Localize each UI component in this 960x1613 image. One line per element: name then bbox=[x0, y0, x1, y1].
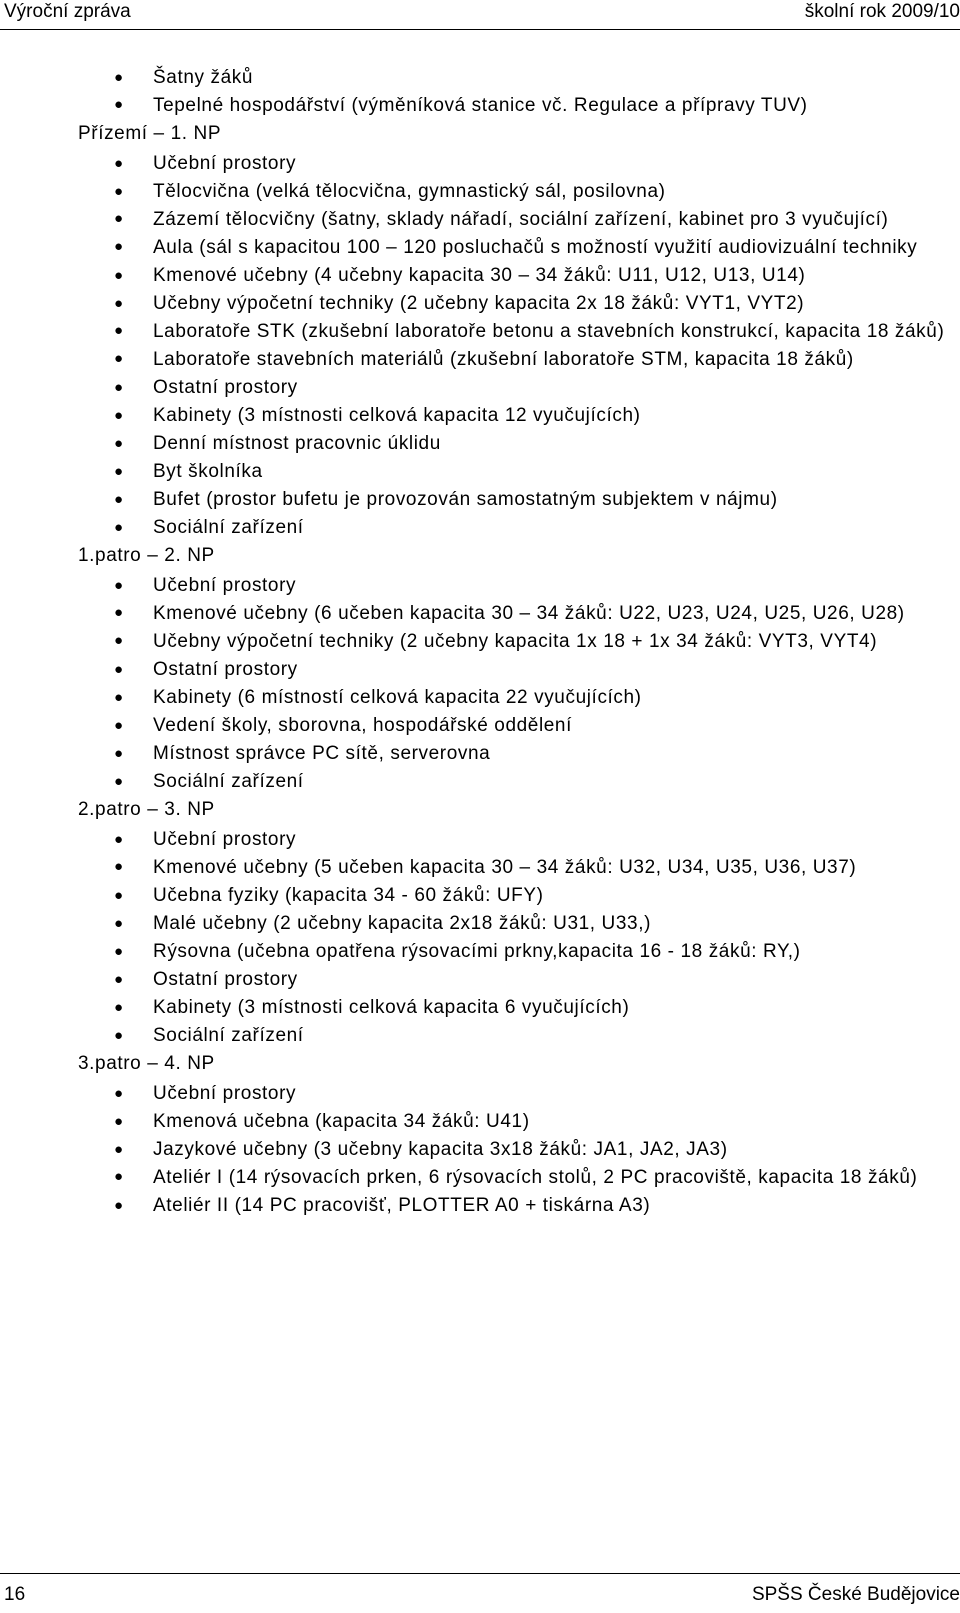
list-item bbox=[78, 712, 950, 740]
list-item-text: Laboratoře STK (zkušební laboratoře betonu a stavebních konstrukcí, kapacita 18 žáků) bbox=[153, 321, 945, 342]
list-item bbox=[78, 740, 950, 768]
list-item bbox=[78, 1022, 950, 1050]
list-item bbox=[78, 206, 950, 234]
list-item bbox=[78, 374, 950, 402]
list-item-text: Sociální zařízení bbox=[153, 517, 304, 538]
list-item bbox=[78, 150, 950, 178]
page-number: 16 bbox=[4, 1584, 26, 1605]
bullet-icon: ● bbox=[114, 999, 124, 1016]
list-item-text: Vedení školy, sborovna, hospodářské oddělení bbox=[153, 715, 572, 736]
list-item-text: Učebna fyziky (kapacita 34 - 60 žáků: UFY) bbox=[153, 885, 544, 906]
list-item bbox=[78, 290, 950, 318]
bullet-icon: ● bbox=[114, 519, 124, 536]
list-item bbox=[78, 1080, 950, 1108]
bullet-icon: ● bbox=[114, 238, 124, 255]
bullet-icon: ● bbox=[114, 773, 124, 790]
list-item-text: Byt školníka bbox=[153, 461, 263, 482]
list-item-text: Sociální zařízení bbox=[153, 771, 304, 792]
list-item bbox=[78, 966, 950, 994]
list-item-text: Aula (sál s kapacitou 100 – 120 posluchačů s možností využití audiovizuální techniky bbox=[153, 237, 918, 258]
list-item-text: Sociální zařízení bbox=[153, 1025, 304, 1046]
list-item-text: Zázemí tělocvičny (šatny, sklady nářadí, sociální zařízení, kabinet pro 3 vyučující) bbox=[153, 209, 889, 230]
list-item-text: Kmenové učebny (4 učebny kapacita 30 – 34 žáků: U11, U12, U13, U14) bbox=[153, 265, 806, 286]
list-item bbox=[78, 234, 950, 262]
list-item bbox=[78, 600, 950, 628]
bullet-icon: ● bbox=[114, 604, 124, 621]
list-item-text: Učebny výpočetní techniky (2 učebny kapacita 2x 18 žáků: VYT1, VYT2) bbox=[153, 293, 805, 314]
list-item-text: Místnost správce PC sítě, serverovna bbox=[153, 743, 491, 764]
room-list bbox=[78, 150, 950, 542]
room-list bbox=[78, 826, 950, 1050]
list-item-text: Učební prostory bbox=[153, 153, 297, 174]
list-item-text: Ateliér II (14 PC pracovišť, PLOTTER A0 + tiskárna A3) bbox=[153, 1195, 651, 1216]
bullet-icon: ● bbox=[114, 1113, 124, 1130]
bullet-icon: ● bbox=[114, 491, 124, 508]
room-list bbox=[78, 64, 950, 120]
list-item-text: Ateliér I (14 rýsovacích prken, 6 rýsovacích stolů, 2 PC pracoviště, kapacita 18 žáků) bbox=[153, 1167, 918, 1188]
list-item-text: Ostatní prostory bbox=[153, 377, 298, 398]
list-item-text: Tělocvična (velká tělocvična, gymnastický sál, posilovna) bbox=[153, 181, 666, 202]
list-item-text: Laboratoře stavebních materiálů (zkušební laboratoře STM, kapacita 18 žáků) bbox=[153, 349, 854, 370]
bullet-icon: ● bbox=[114, 915, 124, 932]
bullet-icon: ● bbox=[114, 717, 124, 734]
list-item bbox=[78, 1164, 950, 1192]
list-item bbox=[78, 910, 950, 938]
list-item-text: Kmenová učebna (kapacita 34 žáků: U41) bbox=[153, 1111, 530, 1132]
list-item-text: Kabinety (6 místností celková kapacita 22 vyučujících) bbox=[153, 687, 642, 708]
page-header bbox=[0, 0, 960, 30]
bullet-icon: ● bbox=[114, 463, 124, 480]
bullet-icon: ● bbox=[114, 632, 124, 649]
list-item-text: Učební prostory bbox=[153, 829, 297, 850]
list-item bbox=[78, 64, 950, 92]
list-item bbox=[78, 318, 950, 346]
list-item-text: Kmenové učebny (5 učeben kapacita 30 – 34 žáků: U32, U34, U35, U36, U37) bbox=[153, 857, 857, 878]
list-item bbox=[78, 628, 950, 656]
list-item-text: Kmenové učebny (6 učeben kapacita 30 – 34 žáků: U22, U23, U24, U25, U26, U28) bbox=[153, 603, 905, 624]
bullet-icon: ● bbox=[114, 689, 124, 706]
list-item bbox=[78, 514, 950, 542]
bullet-icon: ● bbox=[114, 379, 124, 396]
list-item bbox=[78, 1136, 950, 1164]
bullet-icon: ● bbox=[114, 155, 124, 172]
bullet-icon: ● bbox=[114, 943, 124, 960]
page-footer bbox=[0, 1573, 960, 1613]
bullet-icon: ● bbox=[114, 577, 124, 594]
floor-heading: 2.patro – 3. NP bbox=[78, 799, 215, 820]
bullet-icon: ● bbox=[114, 69, 124, 86]
bullet-icon: ● bbox=[114, 1141, 124, 1158]
bullet-icon: ● bbox=[114, 407, 124, 424]
list-item-text: Rýsovna (učebna opatřena rýsovacími prkny,kapacita 16 - 18 žáků: RY,) bbox=[153, 941, 801, 962]
bullet-icon: ● bbox=[114, 858, 124, 875]
bullet-icon: ● bbox=[114, 435, 124, 452]
list-item-text: Bufet (prostor bufetu je provozován samostatným subjektem v nájmu) bbox=[153, 489, 778, 510]
header-document-title: Výroční zpráva bbox=[4, 1, 131, 22]
list-item bbox=[78, 826, 950, 854]
list-item-text: Jazykové učebny (3 učebny kapacita 3x18 žáků: JA1, JA2, JA3) bbox=[153, 1139, 728, 1160]
list-item-text: Malé učebny (2 učebny kapacita 2x18 žáků: U31, U33,) bbox=[153, 913, 652, 934]
list-item-text: Tepelné hospodářství (výměníková stanice vč. Regulace a přípravy TUV) bbox=[153, 95, 808, 116]
list-item-text: Ostatní prostory bbox=[153, 969, 298, 990]
bullet-icon: ● bbox=[114, 322, 124, 339]
floor-heading: 3.patro – 4. NP bbox=[78, 1053, 215, 1074]
list-item bbox=[78, 430, 950, 458]
floor-heading: Přízemí – 1. NP bbox=[78, 123, 222, 144]
bullet-icon: ● bbox=[114, 183, 124, 200]
bullet-icon: ● bbox=[114, 831, 124, 848]
list-item bbox=[78, 262, 950, 290]
header-school-year: školní rok 2009/10 bbox=[804, 1, 960, 22]
bullet-icon: ● bbox=[114, 210, 124, 227]
room-list bbox=[78, 1080, 950, 1220]
list-item bbox=[78, 768, 950, 796]
room-list bbox=[78, 572, 950, 796]
list-item bbox=[78, 486, 950, 514]
bullet-icon: ● bbox=[114, 1085, 124, 1102]
list-item-text: Učební prostory bbox=[153, 575, 297, 596]
bullet-icon: ● bbox=[114, 350, 124, 367]
list-item bbox=[78, 854, 950, 882]
bullet-icon: ● bbox=[114, 745, 124, 762]
bullet-icon: ● bbox=[114, 887, 124, 904]
bullet-icon: ● bbox=[114, 295, 124, 312]
list-item-text: Ostatní prostory bbox=[153, 659, 298, 680]
list-item bbox=[78, 572, 950, 600]
list-item-text: Učebny výpočetní techniky (2 učebny kapacita 1x 18 + 1x 34 žáků: VYT3, VYT4) bbox=[153, 631, 878, 652]
list-item-text: Kabinety (3 místnosti celková kapacita 6 vyučujících) bbox=[153, 997, 630, 1018]
list-item bbox=[78, 684, 950, 712]
list-item-text: Kabinety (3 místnosti celková kapacita 12 vyučujících) bbox=[153, 405, 641, 426]
list-item bbox=[78, 656, 950, 684]
bullet-icon: ● bbox=[114, 1168, 124, 1185]
bullet-icon: ● bbox=[114, 661, 124, 678]
floor-heading: 1.patro – 2. NP bbox=[78, 545, 215, 566]
bullet-icon: ● bbox=[114, 1027, 124, 1044]
list-item bbox=[78, 882, 950, 910]
bullet-icon: ● bbox=[114, 267, 124, 284]
bullet-icon: ● bbox=[114, 96, 124, 113]
list-item bbox=[78, 1108, 950, 1136]
document-body bbox=[78, 64, 950, 1220]
list-item bbox=[78, 994, 950, 1022]
list-item bbox=[78, 938, 950, 966]
bullet-icon: ● bbox=[114, 1197, 124, 1214]
footer-school-name: SPŠS České Budějovice bbox=[751, 1584, 960, 1605]
list-item bbox=[78, 1192, 950, 1220]
list-item bbox=[78, 92, 950, 120]
list-item-text: Učební prostory bbox=[153, 1083, 297, 1104]
list-item bbox=[78, 458, 950, 486]
list-item-text: Denní místnost pracovnic úklidu bbox=[153, 433, 441, 454]
list-item bbox=[78, 402, 950, 430]
bullet-icon: ● bbox=[114, 971, 124, 988]
list-item-text: Šatny žáků bbox=[153, 67, 253, 88]
list-item bbox=[78, 178, 950, 206]
list-item bbox=[78, 346, 950, 374]
